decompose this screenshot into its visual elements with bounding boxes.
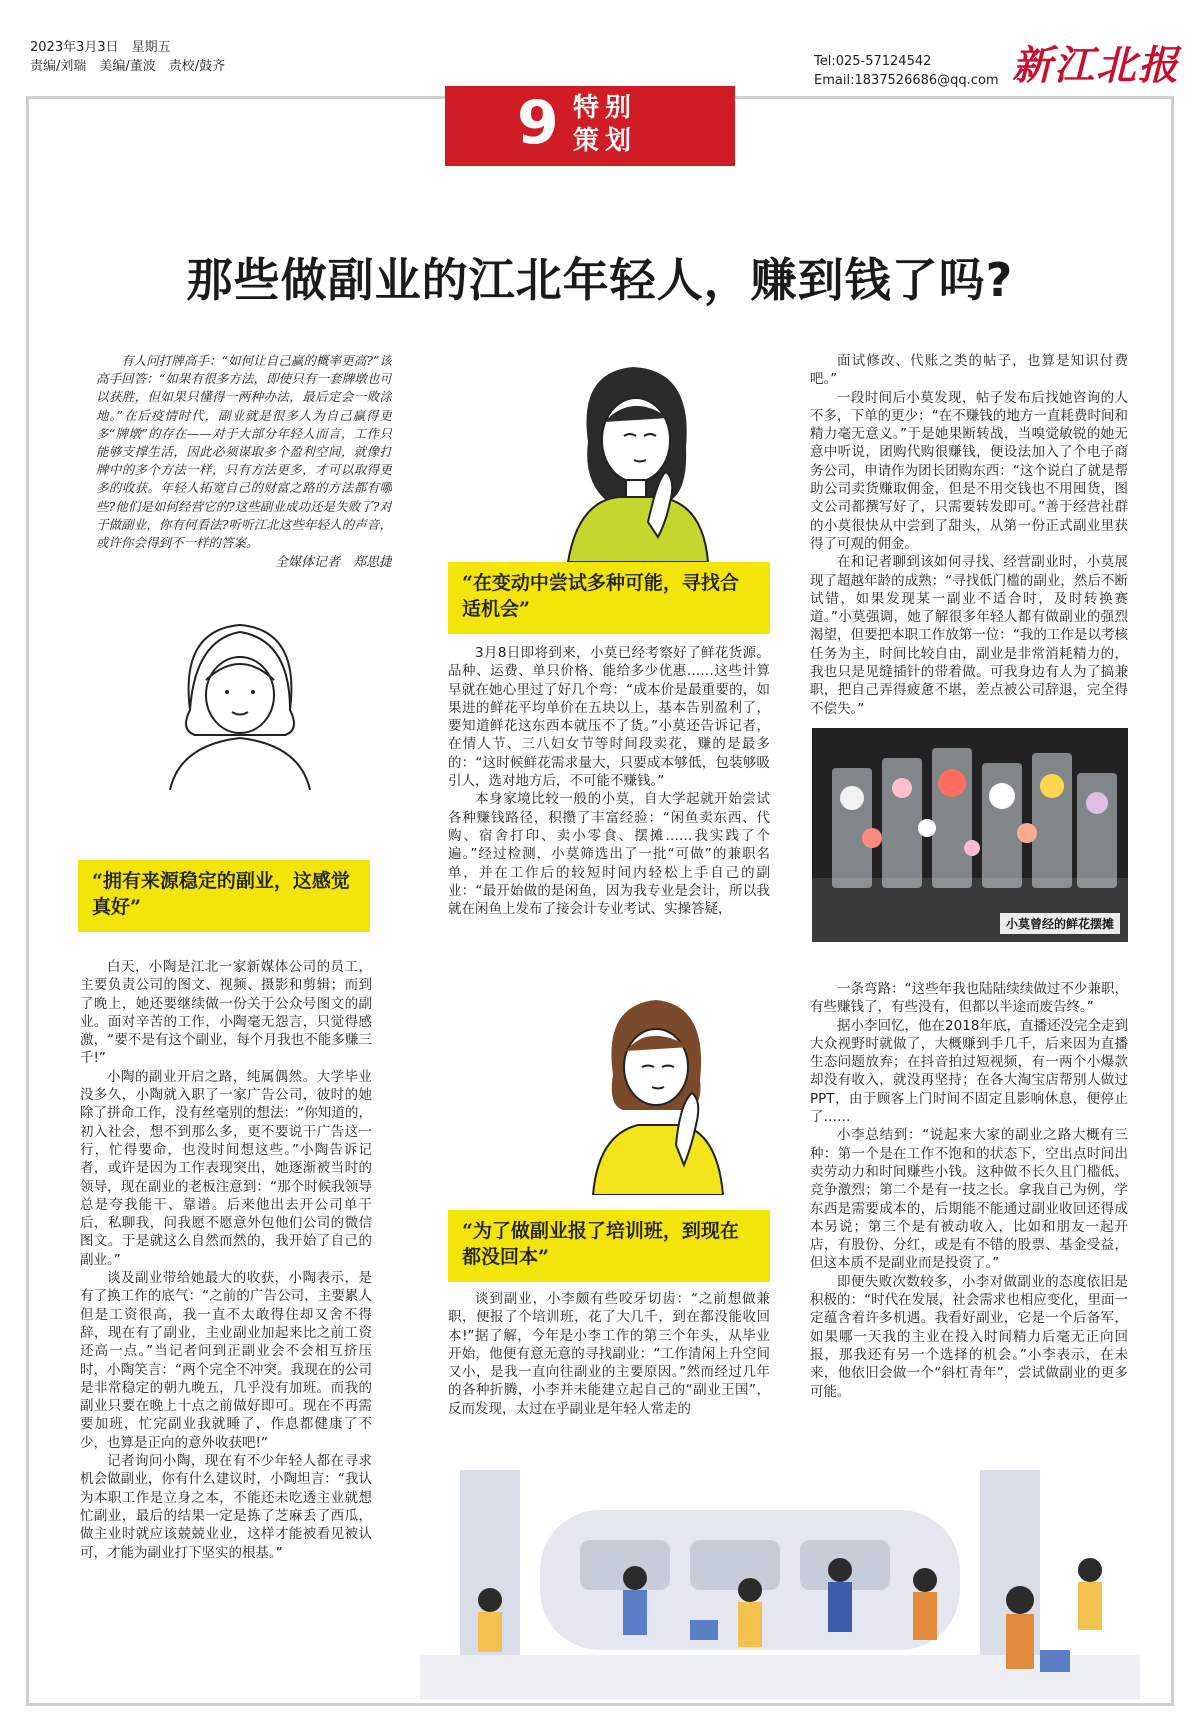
quote-box-1: “拥有来源稳定的副业，这感觉真好” <box>78 860 370 932</box>
intro-text: 有人问打牌高手：“如何让自己赢的概率更高?”该高手回答：“如果有很多方法，即使只有一套牌墩也可以获胜，但如果只懂得一两种办法，最后定会一败涂地。”在后疫情时代，副业就是很多人为自己赢得更多“牌墩”的存在——对于大部分年轻人而言，工作只能够支撑生活，因此必须谋取多个盈利空间，就像打牌中的多个方法一样，只有方法更多，才可以取得更多的收获。年轻人拓宽自己的财富之路的方法都有哪些?他们是如何经营它的?这些副业成功还是失败了?对于做副业，你有何看法?听听江北这些年轻人的声音，或许你会得到不一样的答案。 <box>96 353 392 551</box>
paragraph: 3月8日即将到来，小莫已经考察好了鲜花货源。品种、运费、单只价格、能给多少优惠……这些计算早就在她心里过了好几个弯：“成本价是最重要的，如果进的鲜花平均单价在五块以上，基本告别盈利了，要知道鲜花这东西本就压不了货。”小莫还告诉记者，在情人节、三八妇女节等时间段卖花，赚的是最多的：“这时候鲜花需求量大，只要成本够低，包装够吸引人，选对地方后，不可能不赚钱。” <box>448 645 770 790</box>
flower-photo-art <box>812 728 1128 942</box>
paragraph: 在和记者聊到该如何寻找、经营副业时，小莫展现了超越年龄的成熟：“寻找低门槛的副业，然后不断试错，如果发现某一副业不适合时，及时转换赛道。”小莫强调，她了解很多年轻人都有做副业的强烈渴望，但要把本职工作放第一位：“我的工作是以考核任务为主，时间比较自由，副业是非常消耗精力的，我也只是见缝插针的带着做。可我身边有人为了搞兼职，把自己弄得疲惫不堪，差点被公司辞退，完全得不偿失。” <box>810 554 1128 717</box>
mid-lower-column <box>448 1290 770 1438</box>
flower-stall-photo <box>812 728 1128 942</box>
station-crowd-illustration <box>420 1450 1140 1700</box>
paragraph: 白天，小陶是江北一家新媒体公司的员工，主要负责公司的图文、视频、摄影和剪辑；而到了晚上，她还要继续做一份关于公众号图文的副业。面对辛苦的工作，小陶毫无怨言，只觉得感激，“要不是有这个副业，每个月我也不能多赚三千!” <box>80 959 372 1067</box>
section-title-line2: 策划 <box>573 126 638 156</box>
paragraph: 谈到副业，小李颇有些咬牙切齿：“之前想做兼职，便报了个培训班，花了大几千，到在都没能收回本!”据了解，今年是小李工作的第三个年头，从毕业开始，他便有意无意的寻找副业：“工作清闲上升空间又小，是我一直向往副业的主要原因。”然而经过几年的各种折腾，小李并未能建立起自己的“副业王国”，反而发现，太过在乎副业是年轻人常走的 <box>448 1291 770 1417</box>
paragraph: 本身家境比较一般的小莫，自大学起就开始尝试各种赚钱路径，积攒了丰富经验：“闲鱼卖东西、代购、宿舍打印、卖小零食、摆摊……我实践了个遍。”经过检测，小莫筛选出了一批“可做”的兼职名单，并在工作后的较短时间内轻松上手自己的副业：“最开始做的是闲鱼，因为我专业是会计，所以我就在闲鱼上发布了接会计专业考试、实操答疑， <box>448 791 770 918</box>
editors-line: 责编/刘瑞 美编/董波 责校/鼓齐 <box>30 59 226 74</box>
headline: 那些做副业的江北年轻人，赚到钱了吗? <box>186 253 1014 307</box>
intro-block <box>96 352 392 602</box>
section-title-line1: 特别 <box>573 93 638 123</box>
left-column <box>80 958 372 1650</box>
woman-portrait-illustration <box>150 610 330 790</box>
woman-chin-rest-illustration <box>568 985 738 1195</box>
section-title <box>573 92 663 158</box>
paragraph: 一段时间后小莫发现，帖子发布后找她咨询的人不多，下单的更少：“在不赚钱的地方一直耗费时间和精力毫无意义。”于是她果断转战，当嗅觉敏锐的她无意中听说，团购代购很赚钱，便设法加入了个电子商务公司，申请作为团长团购东西：“这个说白了就是帮助公司卖货赚取佣金，但是不用交钱也不用囤货，图文公司都撰写好了，只需要转发即可。”善于经营社群的小莫很快从中尝到了甜头，从第一份正式副业里获得了可观的佣金。 <box>810 389 1128 552</box>
mid-upper-column <box>448 644 770 954</box>
section-banner <box>445 86 735 166</box>
paragraph: 面试修改、代账之类的帖子，也算是知识付费吧。” <box>810 353 1128 388</box>
quote-box-3: “为了做副业报了培训班，到现在都没回本” <box>448 1210 770 1282</box>
paragraph: 记者询问小陶，现在有不少年轻人都在寻求机会做副业，你有什么建议时，小陶坦言：“我认为本职工作是立身之本，不能还未吃透主业就想忙副业，最后的结果一定是拣了芝麻丢了西瓜，做主业时就应该兢兢业业，这样才能被看见被认可，才能为副业打下坚实的根基。” <box>80 1453 372 1561</box>
date-line: 2023年3月3日 星期五 <box>30 40 171 55</box>
quote-box-2: “在变动中尝试多种可能，寻找合适机会” <box>448 562 770 634</box>
page-number: 9 <box>517 88 559 158</box>
paragraph: 即便失败次数较多，小李对做副业的态度依旧是积极的：“时代在发展，社会需求也相应变化，里面一定蕴含着许多机遇。我看好副业，它是一个后备军，如果哪一天我的主业在投入时间精力后毫无正向回报，那我还有另一个选择的机会。”小李表示，在未来，他依旧会做一个“斜杠青年”，尝试做副业的更多可能。 <box>810 1273 1128 1400</box>
woman-thinking-illustration <box>548 352 718 562</box>
photo-caption: 小莫曾经的鲜花摆摊 <box>1000 913 1120 934</box>
paragraph: 据小李回忆，他在2018年底，直播还没完全走到大众视野时就做了，大概赚到手几千，后来因为直播生态问题放弃；在抖音拍过短视频，有一两个小爆款却没有收入，就没再坚持；在各大淘宝店帮别人做过PPT，由于顾客上门时间不固定且影响休息，便停止了…… <box>810 1017 1128 1126</box>
masthead-logo: 新江北报 <box>1012 42 1180 89</box>
right-upper-column <box>810 352 1128 720</box>
paragraph: 谈及副业带给她最大的收获，小陶表示，是有了换工作的底气：“之前的广告公司，主要累人但是工资很高，我一直不太敢得住却又舍不得辞，现在有了副业，主业副业加起来比之前工资还高一点。”当记者问到正副业会不会相互挤压时，小陶笑言：“两个完全不冲突。我现在的公司是非常稳定的朝九晚五，几乎没有加班。而我的副业只要在晚上十点之前做好即可。现在不再需要加班，忙完副业我就睡了，作息都健康了不少，也算是正向的意外收获吧!” <box>80 1270 372 1451</box>
tel-line: Tel:025-57124542 <box>814 54 932 69</box>
paragraph: 一条弯路：“这些年我也陆陆续续做过不少兼职，有些赚钱了，有些没有，但都以半途而废告终。” <box>810 981 1128 1016</box>
paragraph: 小陶的副业开启之路，纯属偶然。大学毕业没多久，小陶就入职了一家广告公司，彼时的她除了拼命工作，没有丝毫别的想法：“你知道的，初入社会，想不到那么多，更不要说干广告这一行，忙得要命，也没时间想这些。”小陶告诉记者，或许是因为工作表现突出，她逐渐被当时的领导，现在副业的老板注意到：“那个时候我领导总是夸我能干、靠谱。后来他出去开公司单干后，私聊我，问我愿不愿意外包他们公司的微信图文。于是就这么自然而然的，我开始了自己的副业。” <box>80 1068 372 1268</box>
byline: 全媒体记者 郑思捷 <box>274 555 392 571</box>
email-line: Email:1837526686@qq.com <box>814 73 999 88</box>
paragraph: 小李总结到：“说起来大家的副业之路大概有三种：第一个是在工作不饱和的状态下，空出点时间出卖劳动力和时间赚些小钱。这种做不长久且门槛低、竞争激烈；第二个是有一技之长。拿我自己为例，学东西是需要成本的，后期能不能通过副业收回还得成本另说；第三个是有被动收入，比如和朋友一起开店，有股份、分红，或是有不错的股票、基金受益，但这本质不是副业而是投资了。” <box>810 1127 1128 1272</box>
right-lower-column <box>810 980 1128 1440</box>
